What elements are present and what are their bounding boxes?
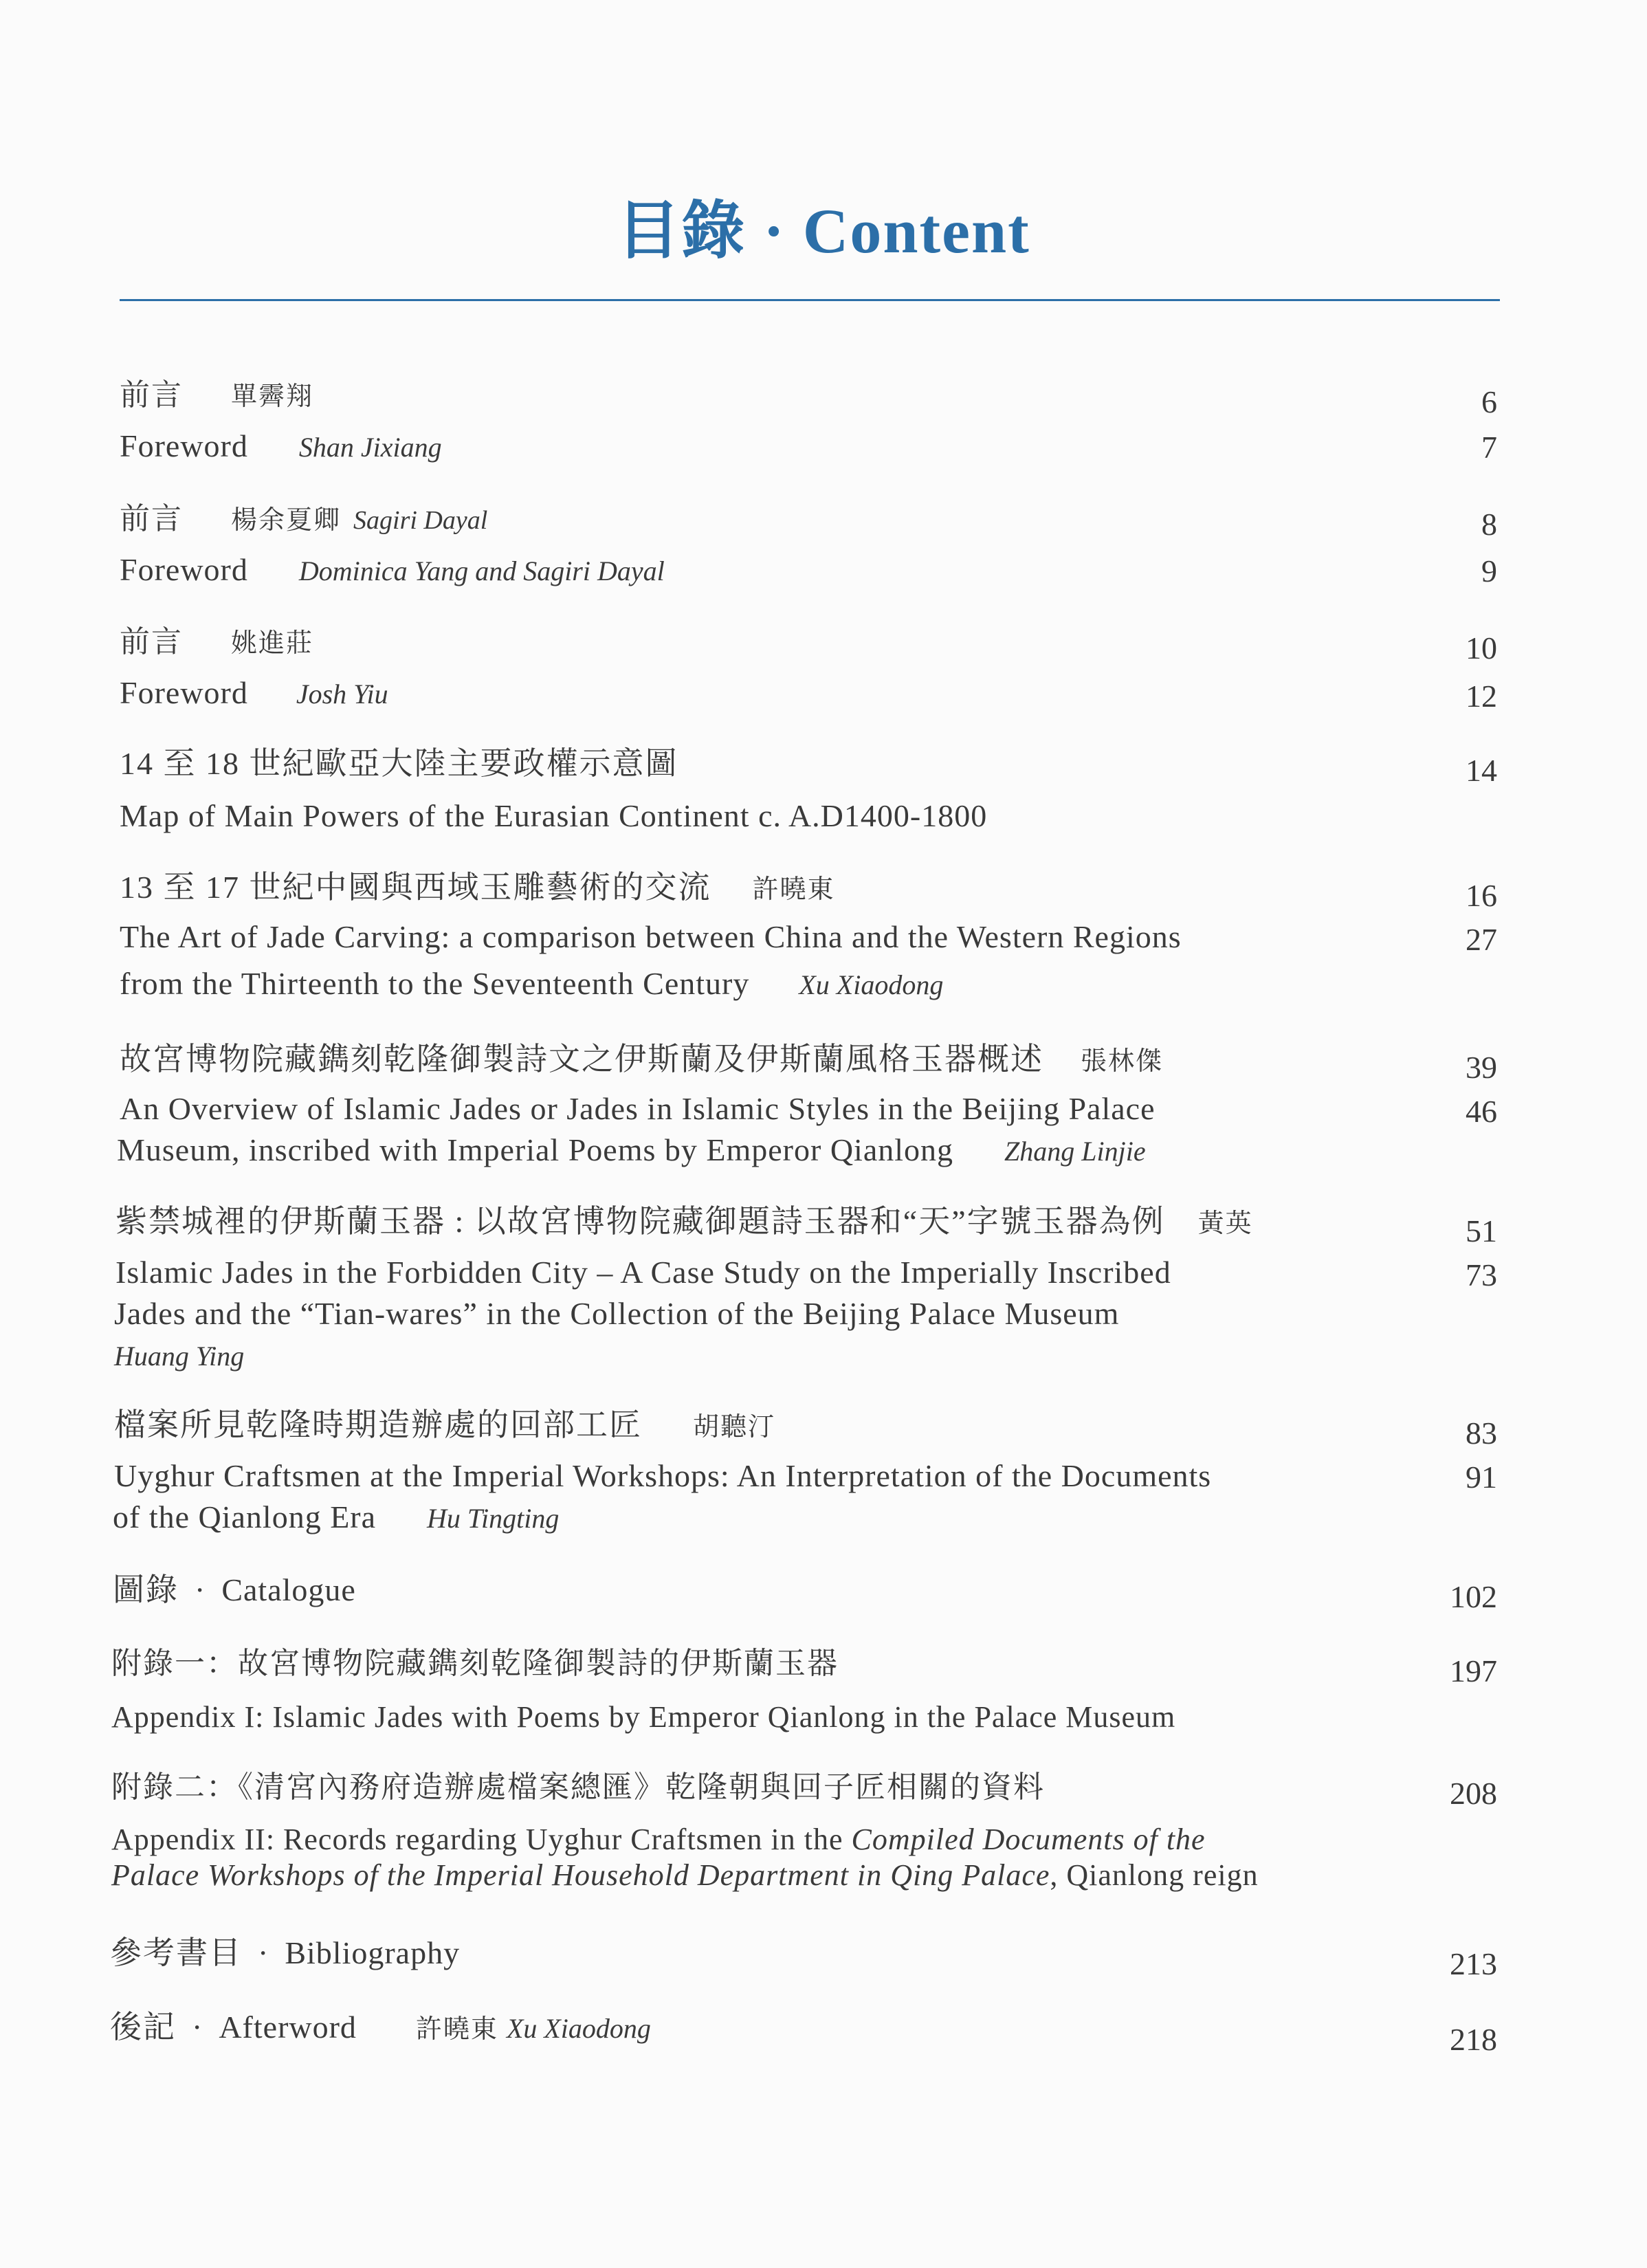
entry-en-author: Shan Jixiang bbox=[298, 432, 442, 463]
entry-en-title: Foreword bbox=[120, 428, 248, 463]
entry-7-zh-line bbox=[115, 1206, 1253, 1237]
entry-7-page-2: 73 bbox=[1466, 1257, 1497, 1292]
entry-6-en-line-1 bbox=[120, 1093, 1155, 1125]
entry-5-page-2: 27 bbox=[1466, 922, 1497, 957]
entry-7-en-line-1 bbox=[115, 1257, 1171, 1288]
entry-5-en-line-2 bbox=[120, 968, 943, 1000]
entry-zh-author: 楊余夏卿 bbox=[231, 506, 342, 535]
entry-8-en-line-2 bbox=[113, 1501, 559, 1533]
entry-13-page-1: 218 bbox=[1450, 2022, 1497, 2057]
entry-1-en-line bbox=[120, 430, 442, 462]
entry-11-en-line-2 bbox=[111, 1860, 1259, 1891]
entry-9-page-1: 102 bbox=[1450, 1579, 1497, 1614]
entry-1-page-2: 7 bbox=[1481, 430, 1497, 465]
entry-2-page-2: 9 bbox=[1481, 553, 1497, 588]
entry-zh-title: 紫禁城裡的伊斯蘭玉器 : 以故宮博物院藏御題詩玉器和“天”字號玉器為例 bbox=[115, 1204, 1165, 1239]
entry-zh-title: 附錄一：故宮博物院藏鐫刻乾隆御製詩的伊斯蘭玉器 bbox=[111, 1647, 839, 1680]
entry-10-page-1: 197 bbox=[1450, 1653, 1497, 1688]
entry-en-title: Foreword bbox=[120, 675, 248, 710]
entry-2-zh-line bbox=[120, 504, 487, 534]
entry-4-en-line bbox=[120, 800, 987, 832]
entry-7-page-1: 51 bbox=[1466, 1213, 1497, 1248]
entry-zh-title: 參考書目 bbox=[110, 1935, 242, 1970]
entry-en-title: Islamic Jades in the Forbidden City – A Case Study on the Imperially Inscribed bbox=[115, 1255, 1171, 1290]
entry-zh-title: 前言 bbox=[120, 625, 183, 659]
entry-6-page-1: 39 bbox=[1466, 1050, 1497, 1085]
entry-11-en-line-1 bbox=[111, 1825, 1206, 1855]
entry-en-title-cont: of the Qianlong Era bbox=[113, 1499, 377, 1534]
entry-zh-author: 姚進莊 bbox=[231, 629, 314, 658]
entry-zh-title: 附錄二：《清宮內務府造辦處檔案總匯》乾隆朝與回子匠相關的資料 bbox=[111, 1770, 1045, 1804]
entry-4-zh-line bbox=[120, 748, 678, 780]
entry-en-title: Foreword bbox=[120, 552, 248, 587]
entry-zh-author: 黃英 bbox=[1197, 1209, 1253, 1238]
entry-en-title-cont: Museum, inscribed with Imperial Poems by Emperor Qianlong bbox=[117, 1132, 954, 1167]
entry-en-title: Uyghur Craftsmen at the Imperial Workshops: An Interpretation of the Documents bbox=[114, 1458, 1212, 1493]
entry-3-en-line bbox=[120, 677, 388, 709]
entry-3-zh-line bbox=[120, 627, 313, 657]
entry-11-page-1: 208 bbox=[1450, 1776, 1497, 1811]
entry-10-zh-line bbox=[111, 1649, 839, 1679]
entry-4-page-1: 14 bbox=[1466, 753, 1497, 788]
entry-11-zh-line bbox=[111, 1772, 1045, 1803]
entry-en-author: Xu Xiaodong bbox=[799, 969, 944, 1000]
entry-en-title: Bibliography bbox=[285, 1935, 461, 1970]
entry-zh-title: 前言 bbox=[120, 378, 183, 412]
entry-zh-title: 14 至 18 世紀歐亞大陸主要政權示意圖 bbox=[120, 746, 678, 781]
entry-9-line bbox=[113, 1574, 356, 1606]
page-title: 目錄 · Content bbox=[617, 196, 1030, 266]
entry-2-page-1: 8 bbox=[1481, 507, 1497, 542]
entry-10-en-line bbox=[111, 1702, 1175, 1732]
entry-8-page-1: 83 bbox=[1466, 1416, 1497, 1451]
entry-en-author: Dominica Yang and Sagiri Dayal bbox=[298, 555, 665, 586]
entry-zh-title: 前言 bbox=[120, 502, 183, 536]
entry-en-title-italic-cont: Palace Workshops of the Imperial Household Department in Qing Palace bbox=[111, 1858, 1050, 1892]
entry-8-zh-line bbox=[114, 1409, 775, 1441]
entry-13-line bbox=[110, 2012, 651, 2043]
entry-1-page-1: 6 bbox=[1481, 384, 1497, 419]
entry-en-author: Xu Xiaodong bbox=[506, 2013, 651, 2044]
entry-zh-author: 胡聽汀 bbox=[693, 1413, 776, 1442]
entry-en-title: Appendix I: Islamic Jades with Poems by Emperor Qianlong in the Palace Museum bbox=[111, 1700, 1176, 1734]
entry-zh-title: 後記 bbox=[110, 2010, 176, 2045]
entry-zh-title: 圖錄 bbox=[113, 1572, 179, 1607]
entry-zh-author: 單霽翔 bbox=[231, 382, 314, 411]
entry-en-title: Catalogue bbox=[221, 1572, 356, 1607]
entry-5-zh-line bbox=[120, 872, 835, 903]
entry-zh-title: 故宮博物院藏鐫刻乾隆御製詩文之伊斯蘭及伊斯蘭風格玉器概述 bbox=[120, 1042, 1043, 1077]
entry-3-page-2: 12 bbox=[1466, 679, 1497, 714]
entry-12-line bbox=[110, 1937, 460, 1969]
entry-en-title-cont: , Qianlong reign bbox=[1050, 1858, 1259, 1892]
entry-zh-author-latin: Sagiri Dayal bbox=[353, 506, 488, 535]
entry-6-page-2: 46 bbox=[1466, 1094, 1497, 1129]
entry-zh-author: 張林傑 bbox=[1081, 1047, 1164, 1076]
entry-1-zh-line bbox=[120, 380, 313, 410]
entry-en-title: The Art of Jade Carving: a comparison between China and the Western Regions bbox=[120, 919, 1182, 954]
entry-en-author: Josh Yiu bbox=[296, 679, 388, 709]
entry-zh-title: 檔案所見乾隆時期造辦處的回部工匠 bbox=[114, 1407, 642, 1442]
entry-en-title-italic: Compiled Documents of the bbox=[851, 1823, 1206, 1856]
entry-en-title: Appendix II: Records regarding Uyghur Craftsmen in the bbox=[111, 1823, 852, 1856]
entry-7-en-author-line bbox=[114, 1341, 244, 1371]
separator: · bbox=[258, 1935, 269, 1970]
title-rule bbox=[120, 299, 1500, 301]
entry-12-page-1: 213 bbox=[1450, 1946, 1497, 1981]
entry-en-author: Huang Ying bbox=[114, 1341, 245, 1372]
separator: · bbox=[192, 2010, 203, 2045]
entry-en-title: Map of Main Powers of the Eurasian Continent c. A.D1400-1800 bbox=[120, 798, 988, 833]
entry-7-en-line-2 bbox=[114, 1298, 1119, 1330]
entry-en-title: An Overview of Islamic Jades or Jades in Islamic Styles in the Beijing Palace bbox=[120, 1091, 1156, 1126]
entry-8-page-2: 91 bbox=[1466, 1460, 1497, 1495]
entry-2-en-line bbox=[120, 554, 665, 586]
entry-6-en-line-2 bbox=[117, 1134, 1146, 1166]
entry-en-title-cont: Jades and the “Tian-wares” in the Collection of the Beijing Palace Museum bbox=[114, 1296, 1120, 1331]
entry-8-en-line-1 bbox=[114, 1460, 1211, 1492]
entry-en-author: Hu Tingting bbox=[427, 1503, 560, 1534]
entry-6-zh-line bbox=[120, 1044, 1163, 1075]
entry-zh-author: 許曉東 bbox=[415, 2015, 498, 2044]
entry-zh-author: 許曉東 bbox=[752, 875, 835, 904]
entry-en-author: Zhang Linjie bbox=[1004, 1136, 1146, 1167]
entry-en-title: Afterword bbox=[219, 2010, 357, 2045]
entry-en-title-cont: from the Thirteenth to the Seventeenth Century bbox=[120, 966, 750, 1001]
entry-5-page-1: 16 bbox=[1466, 878, 1497, 913]
entry-3-page-1: 10 bbox=[1466, 630, 1497, 665]
entry-zh-title: 13 至 17 世紀中國與西域玉雕藝術的交流 bbox=[120, 870, 711, 905]
entry-5-en-line-1 bbox=[120, 921, 1182, 953]
separator: · bbox=[195, 1572, 206, 1607]
